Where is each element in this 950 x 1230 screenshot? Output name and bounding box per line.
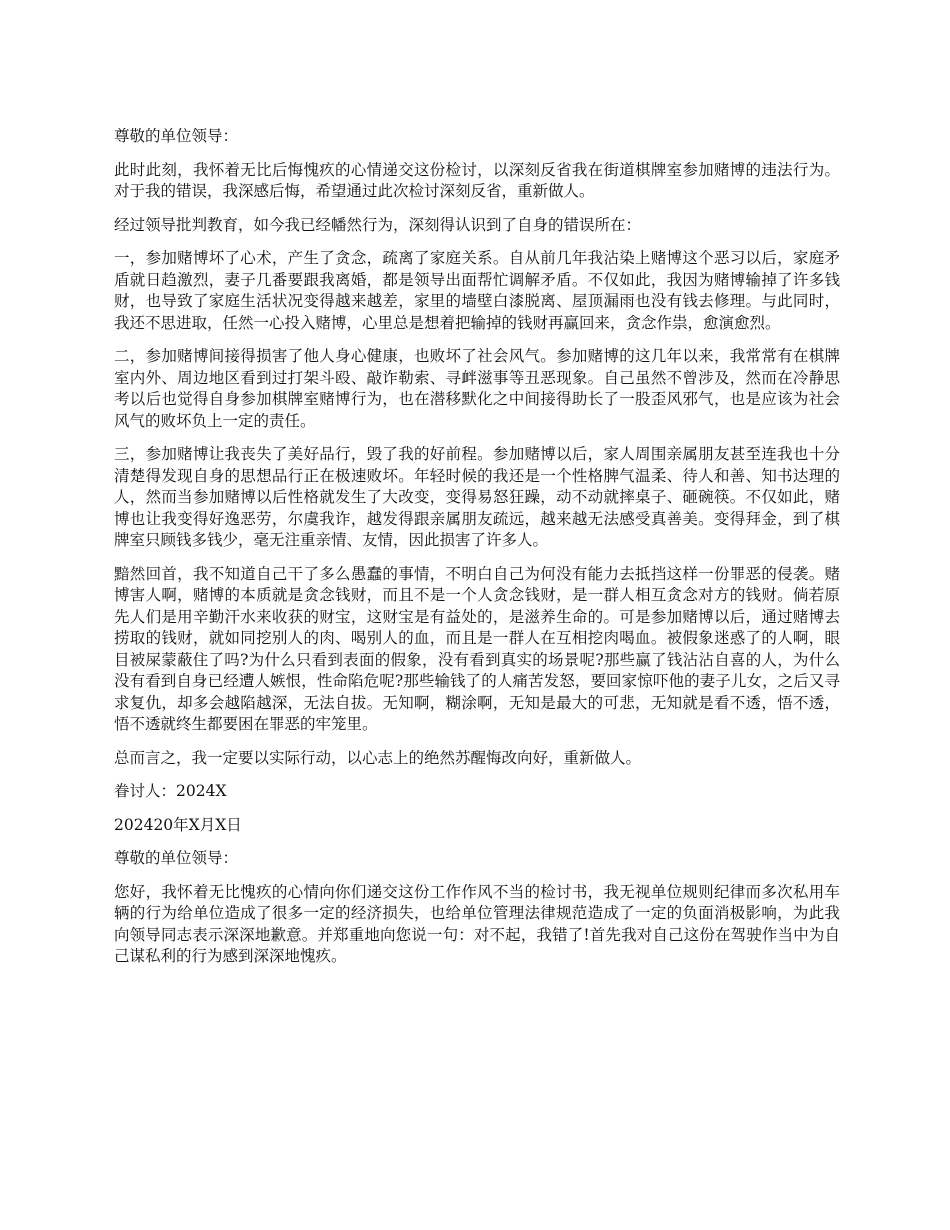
document-body: [114, 126, 840, 980]
paragraph-point-three: 三，参加赌博让我丧失了美好品行，毁了我的好前程。参加赌博以后，家人周围亲属朋友甚至连我也十分清楚得发现自身的思想品行正在极速败坏。年轻时候的我还是一个性格脾气温柔、待人和善、知书达理的人，然而当参加赌博以后性格就发生了大改变，变得易怒狂躁，动不动就摔桌子、砸碗筷。不仅如此，赌博也让我变得好逸恶劳，尔虞我诈，越发得跟亲属朋友疏远，越来越无法感受真善美。变得拜金，到了棋牌室只顾钱多钱少，毫无注重亲情、友情，因此损害了许多人。: [114, 445, 840, 549]
paragraph-point-one: 一，参加赌博坏了心术，产生了贪念，疏离了家庭关系。自从前几年我沾染上赌博这个恶习以后，家庭矛盾就日趋激烈，妻子几番要跟我离婚，都是领导出面帮忙调解矛盾。不仅如此，我因为赌博输掉了许多钱财，也导致了家庭生活状况变得越来越差，家里的墙壁白漆脱离、屋顶漏雨也没有钱去修理。与此同时，我还不思进取，任然一心投入赌博，心里总是想着把输掉的钱财再赢回来，贪念作祟，愈演愈烈。: [114, 249, 840, 332]
date-line: 202420年X月X日: [114, 815, 242, 834]
salutation: 尊敬的单位领导：: [114, 127, 239, 145]
paragraph-intro: 此时此刻，我怀着无比后悔愧疚的心情递交这份检讨，以深刻反省我在街道棋牌室参加赌博的违法行为。对于我的错误，我深感后悔，希望通过此次检讨深刻反省，重新做人。: [114, 160, 840, 200]
paragraph-conclusion: 总而言之，我一定要以实际行动，以心志上的绝然苏醒悔改向好，重新做人。: [114, 748, 642, 767]
paragraph-point-two: 二，参加赌博间接得损害了他人身心健康，也败坏了社会风气。参加赌博的这几年以来，我常常有在棋牌室内外、周边地区看到过打架斗殴、敲诈勒索、寻衅滋事等丑恶现象。自己虽然不曾涉及，然而在冷静思考以后也觉得自身参加棋牌室赌博行为，也在潜移默化之中间接得助长了一股歪风邪气，也是应该为社会风气的败坏负上一定的责任。: [114, 347, 840, 430]
paragraph-reflection: 黯然回首，我不知道自己干了多么愚蠢的事情，不明白自己为何没有能力去抵挡这样一份罪恶的侵袭。赌博害人啊，赌博的本质就是贪念钱财，而且不是一个人贪念钱财，是一群人相互贪念对方的钱财。倘若原先人们是用辛勤汗水来收获的财宝，这财宝是有益处的，是滋养生命的。可是参加赌博以后，通过赌博去捞取的钱财，就如同挖别人的肉、喝别人的血，而且是一群人在互相挖肉喝血。被假象迷惑了的人啊，眼目被屎蒙蔽住了吗?为什么只看到表面的假象，没有看到真实的场景呢?那些赢了钱沾沾自喜的人，为什么没有看到自身已经遭人嫉恨，性命陷危呢?那些输钱了的人痛苦发怒，要回家惊吓他的妻子儿女，之后又寻求复仇，却多会越陷越深，无法自拔。无知啊，糊涂啊，无知是最大的可悲，无知就是看不透，悟不透，悟不透就终生都要困在罪恶的牢笼里。: [114, 564, 840, 733]
salutation-second: 尊敬的单位领导：: [114, 849, 239, 867]
signature-line: 眷讨人：2024X: [114, 782, 227, 800]
paragraph-second-letter: 您好，我怀着无比愧疚的心情向你们递交这份工作作风不当的检讨书，我无视单位规则纪律而多次私用车辆的行为给单位造成了很多一定的经济损失，也给单位管理法律规范造成了一定的负面消极影响，为此我向领导同志表示深深地歉意。并郑重地向您说一句：对不起，我错了!首先我对自己这份在驾驶作当中为自己谋私利的行为感到深深地愧疚。: [114, 882, 840, 965]
paragraph-recognition: 经过领导批判教育，如今我已经幡然行为，深刻得认识到了自身的错误所在：: [114, 215, 642, 234]
